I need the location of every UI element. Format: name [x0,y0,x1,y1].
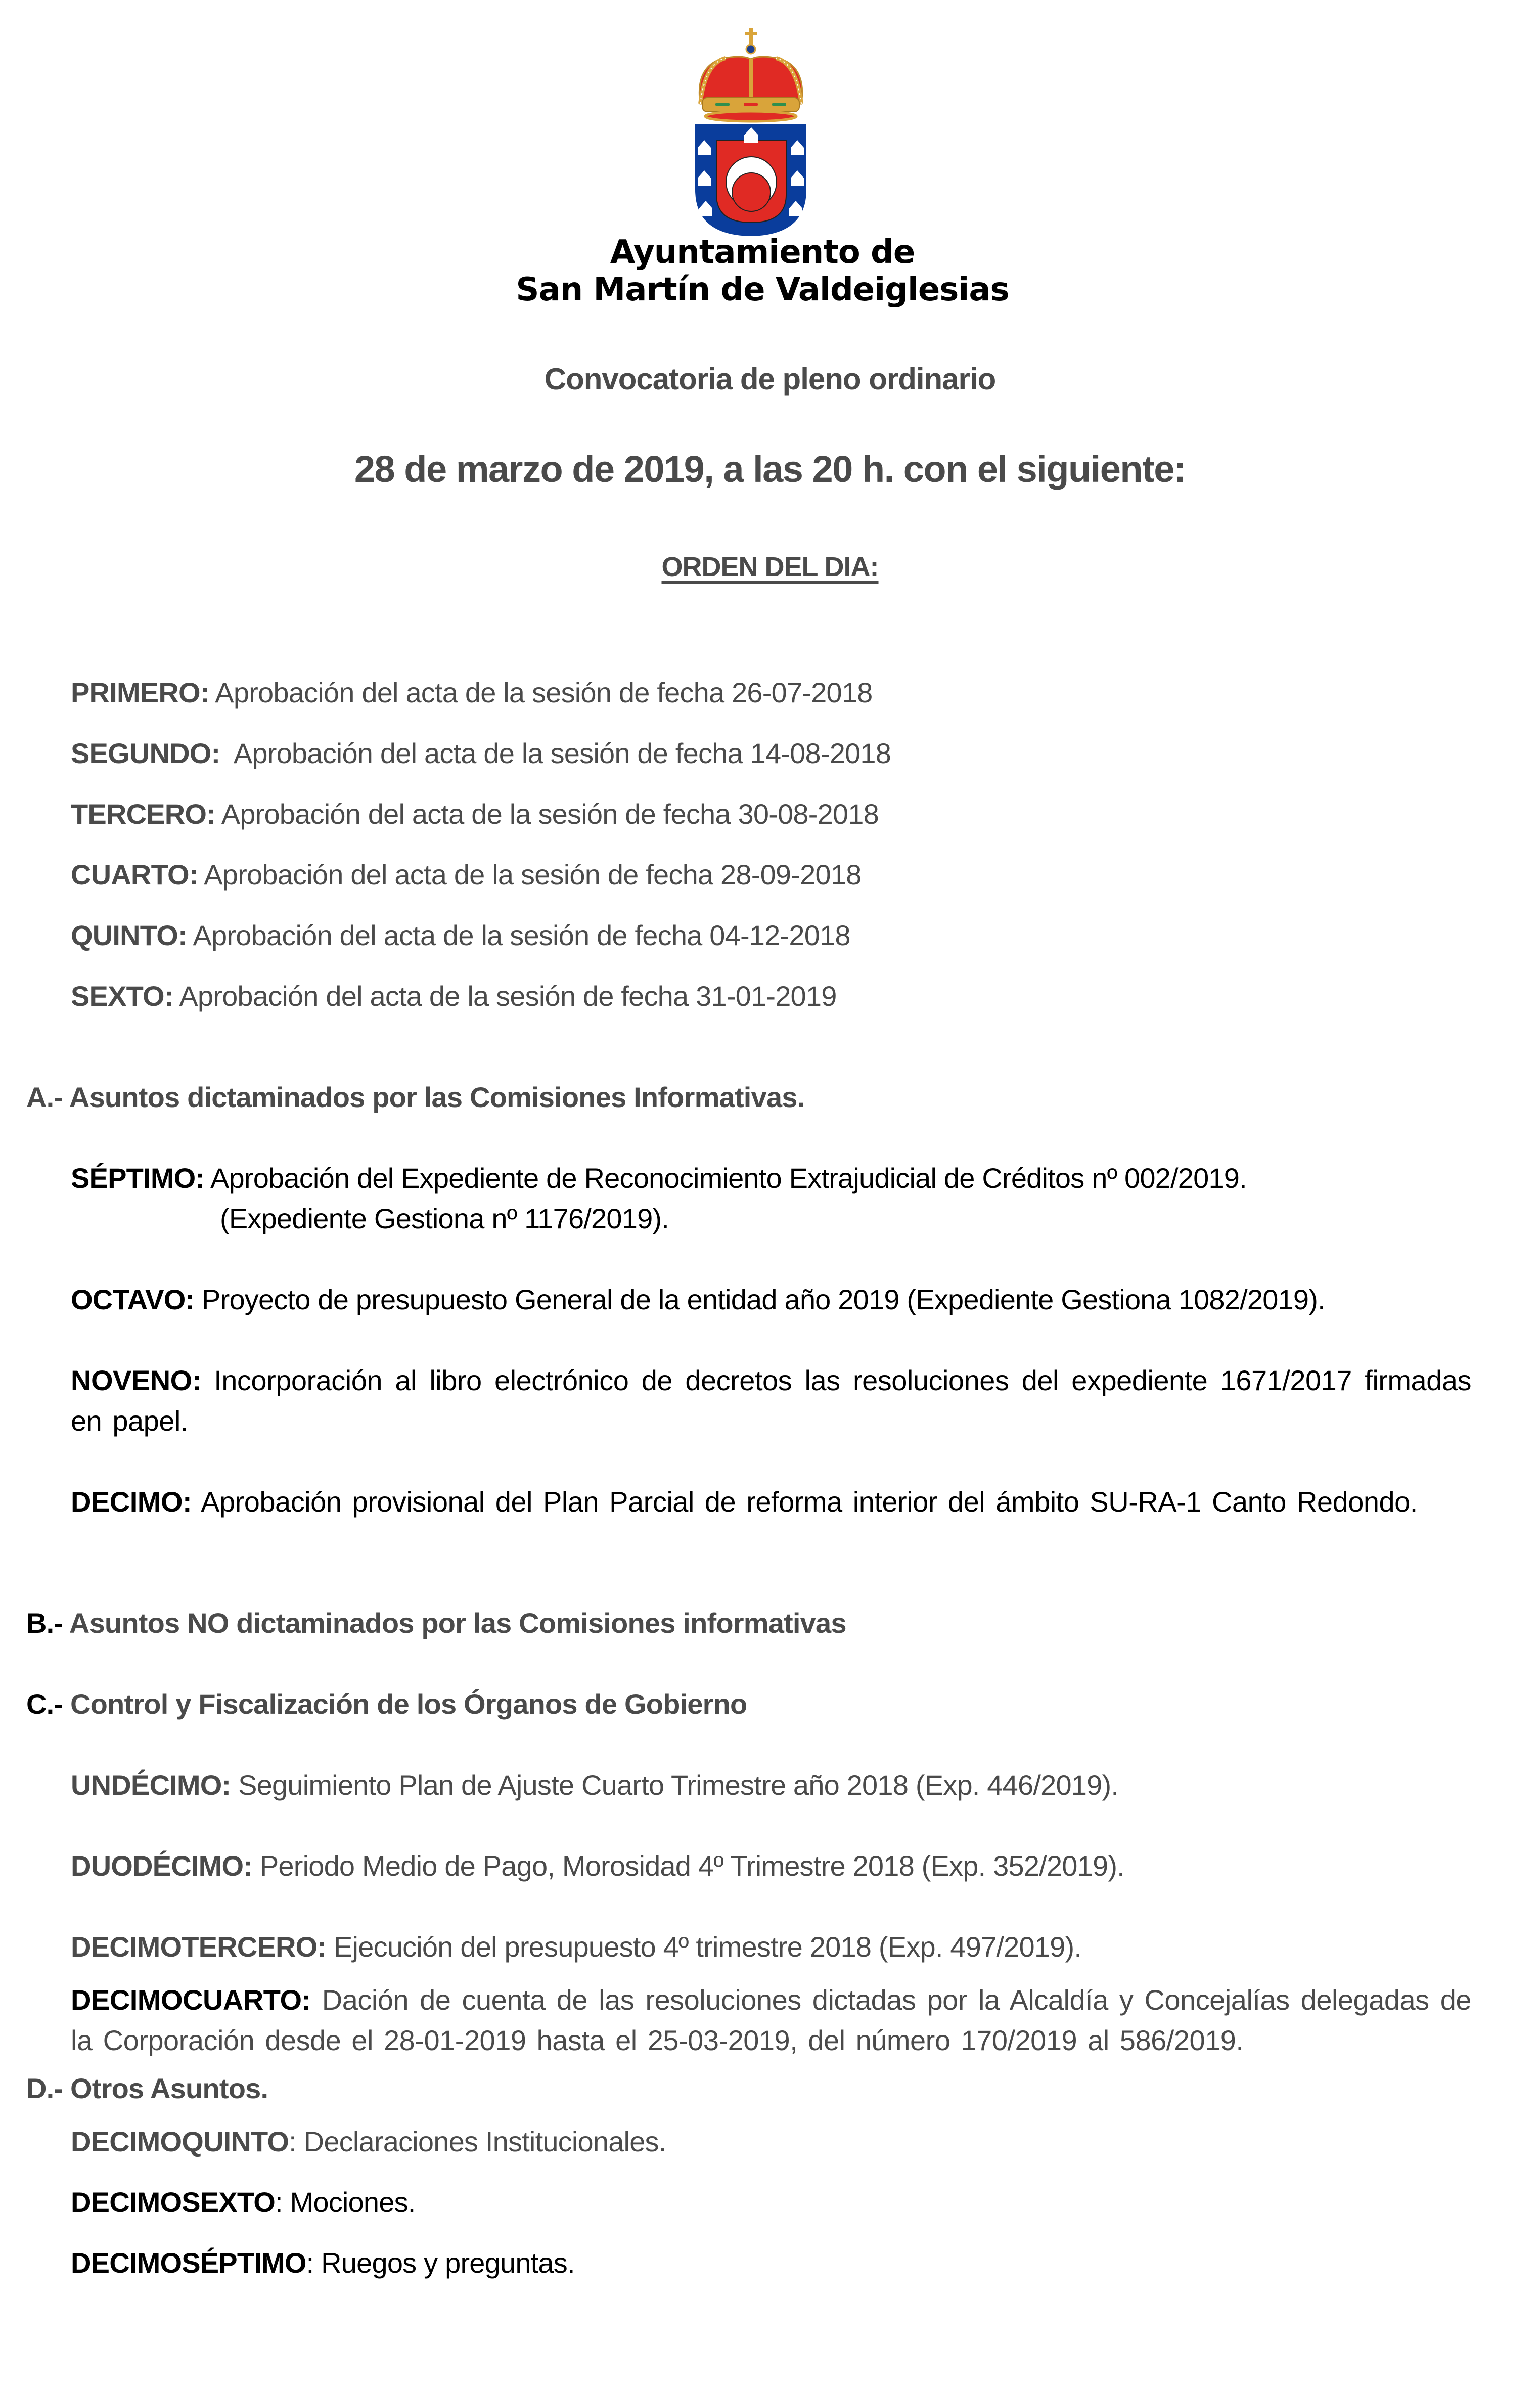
item-text: Incorporación al libro electrónico de decretos las resoluciones del expediente 1671/2017 firmadas en papel. [71,1364,1471,1437]
section-title: Asuntos dictaminados por las Comisiones Informativas. [63,1081,805,1113]
section-title: Otros Asuntos. [63,2072,268,2104]
section-b-heading [26,1603,846,1644]
item-text: : Mociones. [275,2186,416,2218]
document-title: Convocatoria de pleno ordinario [544,362,996,396]
organization-name [0,234,1540,308]
item-label: NOVENO: [71,1364,201,1396]
section-title: Control y Fiscalización de los Órganos de Gobierno [63,1688,747,1720]
section-title: Asuntos NO dictaminados por las Comisiones informativas [63,1607,846,1639]
section-a-heading [26,1077,804,1118]
item-label: OCTAVO: [71,1283,195,1315]
item-text: Ejecución del presupuesto 4º trimestre 2018 (Exp. 497/2019). [326,1931,1082,1963]
item-text: Aprobación del acta de la sesión de fecha 31-01-2019 [179,980,837,1012]
item-text: Aprobación del acta de la sesión de fecha 28-09-2018 [204,859,862,891]
item-label: UNDÉCIMO: [71,1769,231,1801]
item-text: : Declaraciones Institucionales. [289,2126,666,2157]
agenda-item [71,1927,1081,1967]
org-name-line-1: Ayuntamiento de [610,234,915,271]
agenda-item [71,1279,1325,1320]
org-name-line-2: San Martín de Valdeiglesias [516,271,1009,308]
agenda-item [71,2182,416,2223]
agenda-item [71,1765,1118,1805]
agenda-item [71,673,873,713]
item-label: DECIMOSEXTO [71,2186,276,2218]
agenda-item [71,794,879,834]
item-label: DUODÉCIMO: [71,1850,253,1882]
agenda-heading [0,551,1540,583]
agenda-item [71,915,850,956]
section-letter: A.- [26,1081,63,1113]
item-label: CUARTO: [71,859,198,891]
agenda-heading-text: ORDEN DEL DIA: [661,552,879,582]
item-text: Dación de cuenta de las resoluciones dictadas por la Alcaldía y Concejalías delegadas de la Corporación desde el 28-01-2019 hasta el 25-03-2019, del número 170/2019 al 586/2019. [71,1984,1471,2056]
item-text: Seguimiento Plan de Ajuste Cuarto Trimestre año 2018 (Exp. 446/2019). [231,1769,1119,1801]
agenda-item [71,1158,1247,1199]
item-label: SÉPTIMO: [71,1162,205,1194]
item-text: Aprobación provisional del Plan Parcial de reforma interior del ámbito SU-RA-1 Canto Redondo. [192,1486,1418,1518]
section-letter: B.- [26,1607,63,1639]
item-label: DECIMOSÉPTIMO [71,2247,306,2279]
agenda-item [71,1980,1471,2061]
item-label: PRIMERO: [71,677,209,709]
agenda-item [71,733,891,774]
agenda-item [71,2243,575,2283]
item-label: SEGUNDO: [71,737,220,769]
meeting-date: 28 de marzo de 2019, a las 20 h. con el siguiente: [354,448,1186,490]
item-text: Aprobación del acta de la sesión de fecha 26-07-2018 [215,677,873,709]
section-letter: D.- [26,2072,63,2104]
item-label: SEXTO: [71,980,173,1012]
item-label: TERCERO: [71,798,216,830]
agenda-item [71,1360,1471,1441]
agenda-item [71,976,837,1016]
coat-of-arms-icon [685,28,817,240]
item-label: QUINTO: [71,919,187,951]
item-continuation: (Expediente Gestiona nº 1176/2019). [220,1203,669,1234]
agenda-item [71,1482,1471,1522]
item-label: DECIMOQUINTO [71,2126,289,2157]
agenda-item [71,2121,666,2162]
item-text: : Ruegos y preguntas. [306,2247,575,2279]
section-d-heading [26,2068,268,2109]
item-text: Periodo Medio de Pago, Morosidad 4º Trimestre 2018 (Exp. 352/2019). [252,1850,1124,1882]
section-c-heading [26,1684,747,1724]
agenda-item [71,1846,1124,1886]
item-label: DECIMOTERCERO: [71,1931,327,1963]
item-text: Aprobación del acta de la sesión de fecha 14-08-2018 [220,737,891,769]
section-letter: C.- [26,1688,63,1720]
item-text: Aprobación del acta de la sesión de fecha 04-12-2018 [193,919,850,951]
item-text: Proyecto de presupuesto General de la entidad año 2019 (Expediente Gestiona 1082/2019). [194,1283,1325,1315]
agenda-item [71,855,862,895]
item-text: Aprobación del Expediente de Reconocimiento Extrajudicial de Créditos nº 002/2019. [204,1162,1247,1194]
item-text: Aprobación del acta de la sesión de fecha 30-08-2018 [221,798,879,830]
item-label: DECIMO: [71,1486,192,1518]
item-label: DECIMOCUARTO: [71,1984,311,2016]
